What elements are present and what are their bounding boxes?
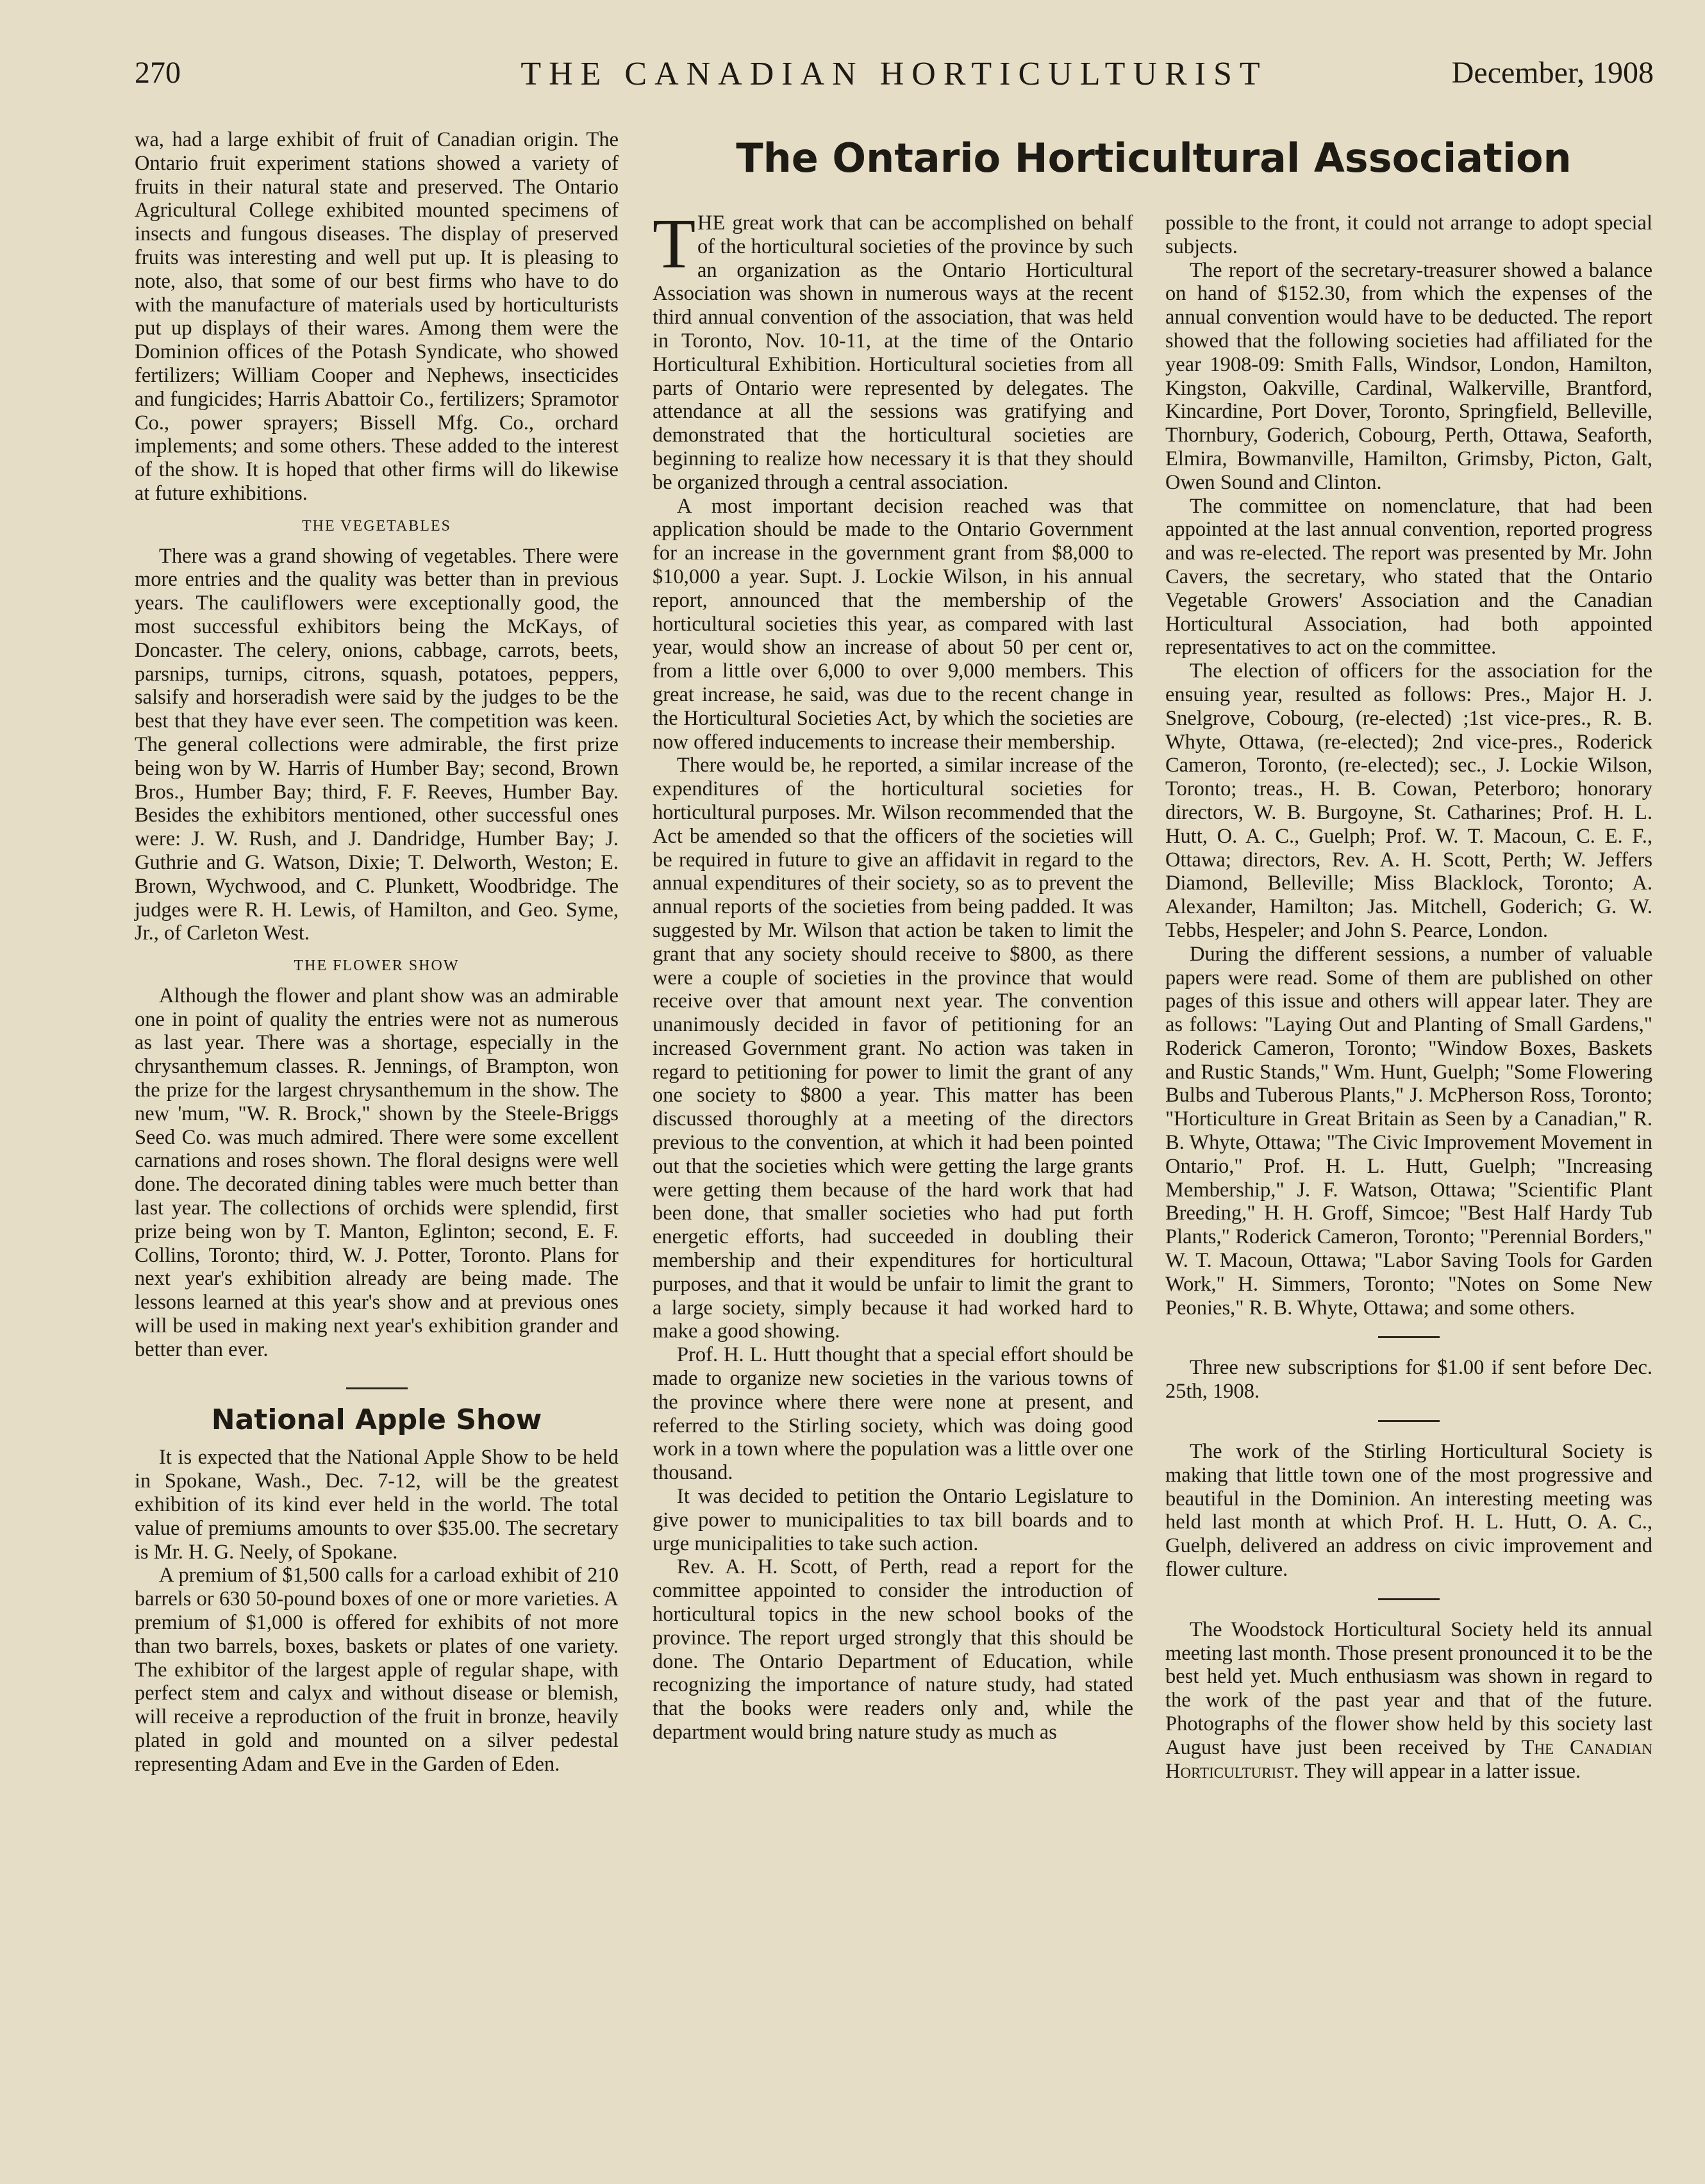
woodstock-text: The Woodstock Horticultural Society held its annual meeting last month. Those present pronounced it to be the best held yet. Much enthusiasm was shown in regard to the work of the past year and that of the future. Photographs of the flower show held by this society last August have just been received by [1165, 1617, 1652, 1759]
paragraph: A most important decision reached was that application should be made to the Ontario Government for an increase in the government grant from $8,000 to $10,000 a year. Supt. J. Lockie Wilson, in his annual report, announced that the membership of the horticultural societies this year, as compared with last year, would show an increase of about 50 per cent or, from a little over 6,000 to over 9,000 members. This great increase, he said, was due to the recent change in the Horticultural Societies Act, by which the societies are now offered inducements to increase their membership. [653, 494, 1133, 754]
paragraph: A premium of $1,500 calls for a carload exhibit of 210 barrels or 630 50-pound boxes of one or more varieties. A premium of $1,000 is offered for exhibits of not more than two barrels, boxes, baskets or plates of one variety. The exhibitor of the largest apple of regular shape, with perfect stem and calyx and without disease or blemish, will receive a reproduction of the fruit in bronze, heavily plated in gold and mounted on a silver pedestal representing Adam and Eve in the Garden of Eden. [135, 1564, 619, 1776]
paragraph: Rev. A. H. Scott, of Perth, read a report for the committee appointed to consider the introduction of horticultural topics in the new school books of the province. The report urged strongly that this should be done. The Ontario Department of Education, while recognizing the importance of nature study, had stated that the books were readers only and, while the department would bring nature study as much as [653, 1555, 1133, 1744]
stirling-notice: The work of the Stirling Horticultural Society is making that little town one of the most progressive and beautiful in the Dominion. An interesting meeting was held last month at which Prof. H. L. Hutt, O. A. C., Guelph, delivered an address on civic improvement and flower culture. [1165, 1440, 1652, 1582]
section-heading-flower-show: THE FLOWER SHOW [294, 957, 460, 975]
paragraph: It is expected that the National Apple Show to be held in Spokane, Wash., Dec. 7-12, will be the greatest exhibition of its kind ever held in the world. The total value of premiums amounts to over $35.00. The secretary is Mr. H. G. Neely, of Spokane. [135, 1446, 619, 1564]
drop-cap: T [653, 204, 696, 283]
paragraph: During the different sessions, a number of valuable papers were read. Some of them are published on other pages of this issue and others will appear later. They are as follows: "Laying Out and Planting of Small Gardens," Roderick Cameron, Toronto; "Window Boxes, Baskets and Rustic Stands," Wm. Hunt, Guelph; "Some Flowering Bulbs and Tuberous Plants," J. McPherson Ross, Toronto; "Horticulture in Great Britain as Seen by a Canadian," R. B. Whyte, Ottawa; "The Civic Improvement Movement in Ontario," Prof. H. L. Hutt, Guelph; "Increasing Membership," J. F. Watson, Ottawa; "Scientific Plant Breeding," H. H. Groff, Simcoe; "Best Half Hardy Tub Plants," Roderick Cameron, Toronto; "Perennial Borders," W. T. Macoun, Ottawa; "Labor Saving Tools for Garden Work," H. Simmers, Toronto; "Notes on Some New Peonies," R. B. Whyte, Ottawa; and some others. [1165, 942, 1652, 1320]
paragraph: There would be, he reported, a similar increase of the expenditures of the horticultural societies for horticultural purposes. Mr. Wilson recommended that the Act be amended so that the officers of the societies will be required in future to give an affidavit in regard to the annual expenditures of their society, so as to prevent the annual reports of the societies from being padded. It was suggested by Mr. Wilson that action be taken to limit the grant that any society should receive to $800, as there were a couple of societies in the province that would receive over that amount next year. The convention unanimously decided in favor of petitioning for an increased Government grant. No action was taken in regard to petitioning for power to limit the grant of any one society to $800 a year. This matter has been discussed thoroughly at a meeting of the directors previous to the convention, at which it had been pointed out that the societies which were getting the large grants were getting them because of the hard work that had been done, that smaller societies who had put forth energetic efforts, had succeeded in doubling their membership and their expenditures for horticultural purposes, and that it would be unfair to limit the grant to a large society, simply because it had worked hard to make a good showing. [653, 754, 1133, 1343]
paragraph: Prof. H. L. Hutt thought that a special effort should be made to organize new societies in the various towns of the province where there were none at present, and referred to the Stirling society, which was doing good work in a town where the population was a little over one thousand. [653, 1343, 1133, 1485]
paragraph: The report of the secretary-treasurer showed a balance on hand of $152.30, from which the expenses of the annual convention would have to be deducted. The report showed that the following societies had affiliated for the year 1908-09: Smith Falls, Windsor, London, Hamilton, Kingston, Oakville, Cardinal, Walkerville, Brantford, Kincardine, Port Dover, Toronto, Springfield, Belleville, Thornbury, Goderich, Cobourg, Perth, Ottawa, Seaforth, Elmira, Bowmanville, Hamilton, Grimsby, Picton, Galt, Owen Sound and Clinton. [1165, 258, 1652, 494]
paragraph: The committee on nomenclature, that had been appointed at the last annual convention, reported progress and was re-elected. The report was presented by Mr. John Cavers, the secretary, who stated that the Ontario Vegetable Growers' Association and the Canadian Horticultural Association, had both appointed representatives to act on the committee. [1165, 494, 1652, 659]
lead-paragraph [653, 204, 1133, 495]
column-left [135, 128, 619, 1776]
woodstock-notice [1165, 1618, 1652, 1783]
lead-text: HE great work that can be accomplished on behalf of the horticultural societies of the province by such an organization as the Ontario Horticultural Association was shown in numerous ways at the recent third annual convention of the association, that was held in Toronto, Nov. 10-11, at the time of the Ontario Horticultural Exhibition. Horticultural societies from all parts of Ontario were represented by delegates. The attendance at all the sessions was gratifying and demonstrated that the horticultural societies are beginning to realize how necessary it is that they should be organized through a central association. [653, 211, 1133, 494]
section-heading-vegetables: THE VEGETABLES [302, 517, 451, 534]
divider [1378, 1420, 1440, 1422]
apple-show-title: National Apple Show [211, 1403, 542, 1436]
page-number: 270 [135, 56, 181, 90]
divider [1378, 1598, 1440, 1600]
paragraph: The election of officers for the association for the ensuing year, resulted as follows: Pres., Major H. J. Snelgrove, Cobourg, (re-elected) ;1st vice-pres., R. B. Whyte, Ottawa, (re-elected); 2nd vice-pres., Roderick Cameron, Toronto, (re-elected); sec., J. Lockie Wilson, Toronto; treas., H. B. Cowan, Peterboro; honorary directors, W. B. Burgoyne, St. Catharines; Prof. H. L. Hutt, O. A. C., Guelph; Prof. W. T. Macoun, C. E. F., Ottawa; directors, Rev. A. H. Scott, Perth; W. Jeffers Diamond, Belleville; Miss Blacklock, Toronto; A. Alexander, Hamilton; Jas. Mitchell, Goderich; G. W. Tebbs, Hespeler; and John S. Pearce, London. [1165, 659, 1652, 942]
subscription-notice: Three new subscriptions for $1.00 if sent before Dec. 25th, 1908. [1165, 1356, 1652, 1403]
column-middle [653, 204, 1133, 1744]
paragraph: It was decided to petition the Ontario Legislature to give power to municipalities to tax bill boards and to urge municipalities to take such action. [653, 1485, 1133, 1555]
article-title: The Ontario Horticultural Association [736, 135, 1572, 181]
magazine-title: THE CANADIAN HORTICULTURIST [520, 56, 1268, 92]
woodstock-text-end: . They will appear in a latter issue. [1293, 1759, 1581, 1783]
paragraph: Although the flower and plant show was an admirable one in point of quality the entries were not as numerous as last year. There was a shortage, especially in the chrysanthemum classes. R. Jennings, of Brampton, won the prize for the largest chrysanthemum in the show. The new 'mum, "W. R. Brock," shown by the Steele-Briggs Seed Co. was much admired. There were some excellent carnations and roses shown. The floral designs were well done. The decorated dining tables were much better than last year. The collections of orchids were splendid, first prize being won by T. Manton, Eglinton; second, E. F. Collins, Toronto; third, W. J. Potter, Toronto. Plans for next year's exhibition already are being made. The lessons learned at this year's show and at previous ones will be used in making next year's exhibition grander and better than ever. [135, 984, 619, 1361]
paragraph: There was a grand showing of vegetables. There were more entries and the quality was better than in previous years. The cauliflowers were exceptionally good, the most successful exhibitors being the McKays, of Doncaster. The celery, onions, cabbage, carrots, beets, parsnips, turnips, citrons, squash, potatoes, peppers, salsify and horseradish were said by the judges to be the best that they have ever seen. The competition was keen. The general collections were admirable, the first prize being won by W. Harris of Humber Bay; second, Brown Bros., Humber Bay; third, F. F. Reeves, Humber Bay. Besides the exhibitors mentioned, other successful ones were: J. W. Rush, and J. Dandridge, Humber Bay; J. Guthrie and G. Watson, Dixie; T. Delworth, Weston; E. Brown, Wychwood, and C. Plunkett, Woodbridge. The judges were R. H. Lewis, of Hamilton, and Geo. Syme, Jr., of Carleton West. [135, 544, 619, 945]
issue-date: December, 1908 [1451, 56, 1654, 90]
magazine-name-inline: The Canadian Horticulturist [1165, 1735, 1653, 1783]
divider [346, 1387, 408, 1389]
page-header [135, 55, 1654, 100]
divider [1378, 1336, 1440, 1338]
column-right [1165, 211, 1652, 1783]
paragraph: possible to the front, it could not arrange to adopt special subjects. [1165, 211, 1652, 258]
paragraph: wa, had a large exhibit of fruit of Canadian origin. The Ontario fruit experiment stations showed a variety of fruits in their natural state and preserved. The Ontario Agricultural College exhibited mounted specimens of insects and fungous diseases. The display of preserved fruits was interesting and well put up. It is pleasing to note, also, that some of our best firms who have to do with the manufacture of materials used by horticulturists put up displays of their wares. Among them were the Dominion offices of the Potash Syndicate, who showed fertilizers; William Cooper and Nephews, insecticides and fungicides; Harris Abattoir Co., fertilizers; Spramotor Co., power sprayers; Bissell Mfg. Co., orchard implements; and some others. These added to the interest of the show. It is hoped that other firms will do likewise at future exhibitions. [135, 128, 619, 505]
